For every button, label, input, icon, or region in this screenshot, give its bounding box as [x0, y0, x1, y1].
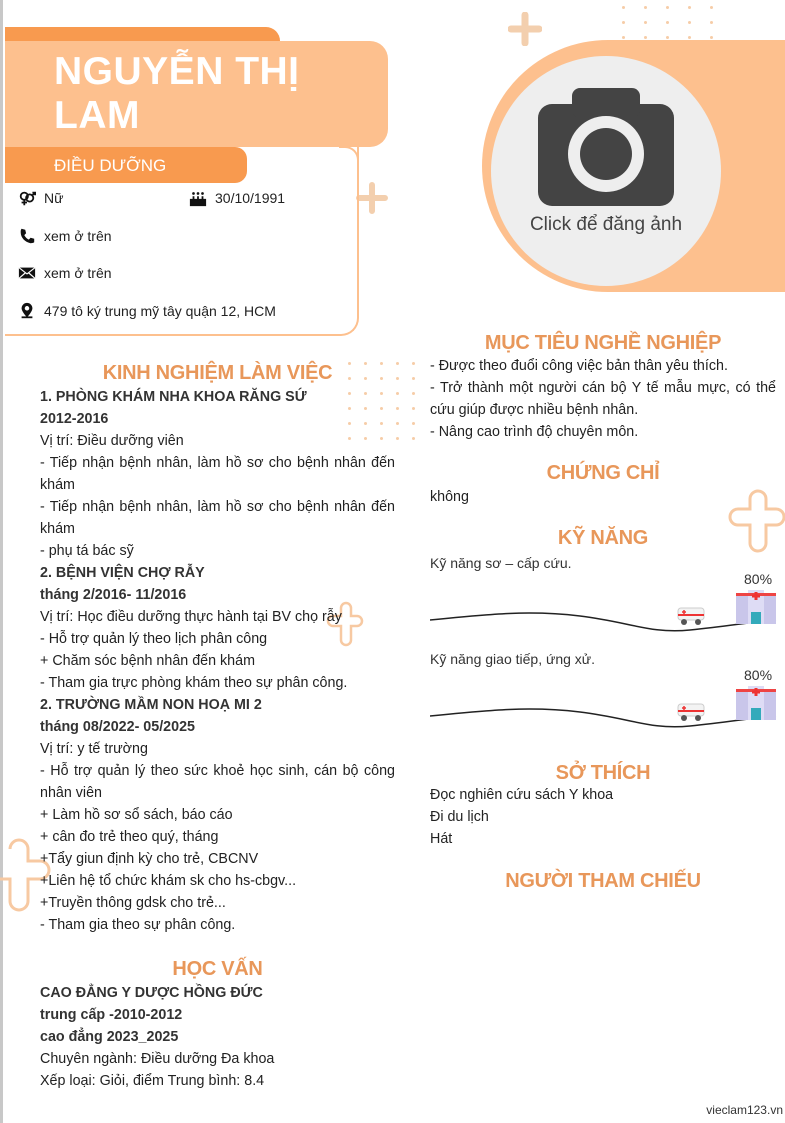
entry-line: + cân đo trẻ theo quý, tháng	[40, 829, 219, 845]
entry-line: - Tiếp nhận bệnh nhân, làm hồ sơ cho bệnh nhân đến khám	[40, 455, 395, 493]
education-title: HỌC VẤN	[172, 958, 263, 980]
photo-upload-label[interactable]: Click để đăng ảnh	[529, 214, 683, 235]
references-title: NGƯỜI THAM CHIẾU	[505, 870, 701, 892]
skill-name: Kỹ năng sơ – cấp cứu.	[430, 555, 572, 571]
full-name[interactable]: NGUYỄN THỊ LAM	[54, 50, 300, 137]
birthday-cake-icon	[189, 189, 207, 207]
entry-line: - Tham gia trực phòng khám theo sự phân công.	[40, 675, 348, 691]
experience-title: KINH NGHIỆM LÀM VIỆC	[102, 362, 333, 384]
job-title[interactable]: ĐIỀU DƯỠNG	[54, 156, 167, 175]
plus-decoration-icon	[508, 12, 542, 46]
entry-heading: cao đẳng 2023_2025	[40, 1029, 179, 1045]
envelope-icon	[18, 264, 36, 282]
entry-heading: 2. BỆNH VIỆN CHỢ RẪY	[40, 565, 205, 581]
entry-heading: 2012-2016	[40, 411, 109, 427]
phone-icon	[18, 227, 36, 245]
entry-line: + Làm hồ sơ sổ sách, báo cáo	[40, 807, 233, 823]
entry-heading: CAO ĐẲNG Y DƯỢC HỒNG ĐỨC	[40, 985, 263, 1001]
skill-percent: 80%	[744, 667, 773, 683]
entry-heading: trung cấp -2010-2012	[40, 1007, 183, 1023]
entry-line: Vị trí: Học điều dưỡng thực hành tại BV chọ rẫy	[40, 609, 342, 625]
entry-line: +Truyền thông gdsk cho trẻ...	[40, 895, 226, 911]
entry-line: - phụ tá bác sỹ	[40, 543, 134, 559]
certificates-content: không	[430, 489, 469, 505]
ambulance-icon	[678, 704, 704, 721]
skill-name: Kỹ năng giao tiếp, ứng xử.	[430, 651, 596, 667]
address-field[interactable]: 479 tô ký trung mỹ tây quận 12, HCM	[18, 302, 276, 320]
ambulance-icon	[678, 608, 704, 625]
entry-line: - Tham gia theo sự phân công.	[40, 917, 236, 933]
email-field[interactable]: xem ở trên	[18, 264, 112, 282]
hospital-icon	[736, 686, 776, 720]
footer-brand[interactable]: vieclam123.vn	[706, 1103, 783, 1117]
hobbies-content: Đọc nghiên cứu sách Y khoa Đi du lịch Hát	[430, 787, 614, 847]
gender-field[interactable]: Nữ	[18, 189, 63, 207]
skill-percent: 80%	[744, 571, 773, 587]
gender-icon	[18, 189, 36, 207]
page-edge	[0, 0, 3, 1123]
phone-field[interactable]: xem ở trên	[18, 227, 112, 245]
certificates-title: CHỨNG CHỈ	[546, 462, 660, 484]
skill-progress-road	[430, 686, 780, 736]
entry-line: Vị trí: y tế trường	[40, 741, 148, 757]
objective-title: MỤC TIÊU NGHỀ NGHIỆP	[484, 332, 722, 354]
camera-icon	[538, 88, 674, 206]
skill-progress-road	[430, 590, 780, 640]
entry-line: + Chăm sóc bệnh nhân đến khám	[40, 653, 255, 669]
objective-content: - Được theo đuổi công việc bản thân yêu thích. - Trở thành một người cán bộ Y tế mẫu mực, có thể cứu giúp được nhiều bệnh nhân. - Nâng cao trình độ chuyên môn.	[430, 358, 776, 440]
entry-line: +Liên hệ tổ chức khám sk cho hs-cbgv...	[40, 873, 297, 889]
entry-heading: tháng 2/2016- 11/2016	[40, 587, 187, 603]
education-content	[40, 982, 395, 1092]
entry-heading: 1. PHÒNG KHÁM NHA KHOA RĂNG SỨ	[40, 389, 307, 405]
entry-heading: 2. TRƯỜNG MẦM NON HOẠ MI 2	[40, 697, 262, 713]
hospital-icon	[736, 590, 776, 624]
entry-line: - Hỗ trợ quản lý theo sức khoẻ học sinh, cán bộ công nhân viên	[40, 763, 395, 801]
plus-decoration-icon	[356, 182, 388, 214]
experience-content	[40, 386, 395, 936]
entry-line: Xếp loại: Giỏi, điểm Trung bình: 8.4	[40, 1073, 265, 1089]
birthday-field[interactable]: 30/10/1991	[189, 189, 285, 207]
hobbies-title: SỞ THÍCH	[555, 762, 651, 784]
map-pin-icon	[18, 302, 36, 320]
dots-decoration	[622, 6, 713, 39]
entry-line: +Tẩy giun định kỳ cho trẻ, CBCNV	[40, 851, 259, 867]
entry-line: - Tiếp nhận bệnh nhân, làm hồ sơ cho bệnh nhân đến khám	[40, 499, 395, 537]
entry-line: - Hỗ trợ quản lý theo lịch phân công	[40, 631, 268, 647]
skills-title: KỸ NĂNG	[557, 527, 649, 549]
entry-line: Vị trí: Điều dưỡng viên	[40, 433, 184, 449]
entry-heading: tháng 08/2022- 05/2025	[40, 719, 195, 735]
entry-line: Chuyên ngành: Điều dưỡng Đa khoa	[40, 1051, 275, 1067]
